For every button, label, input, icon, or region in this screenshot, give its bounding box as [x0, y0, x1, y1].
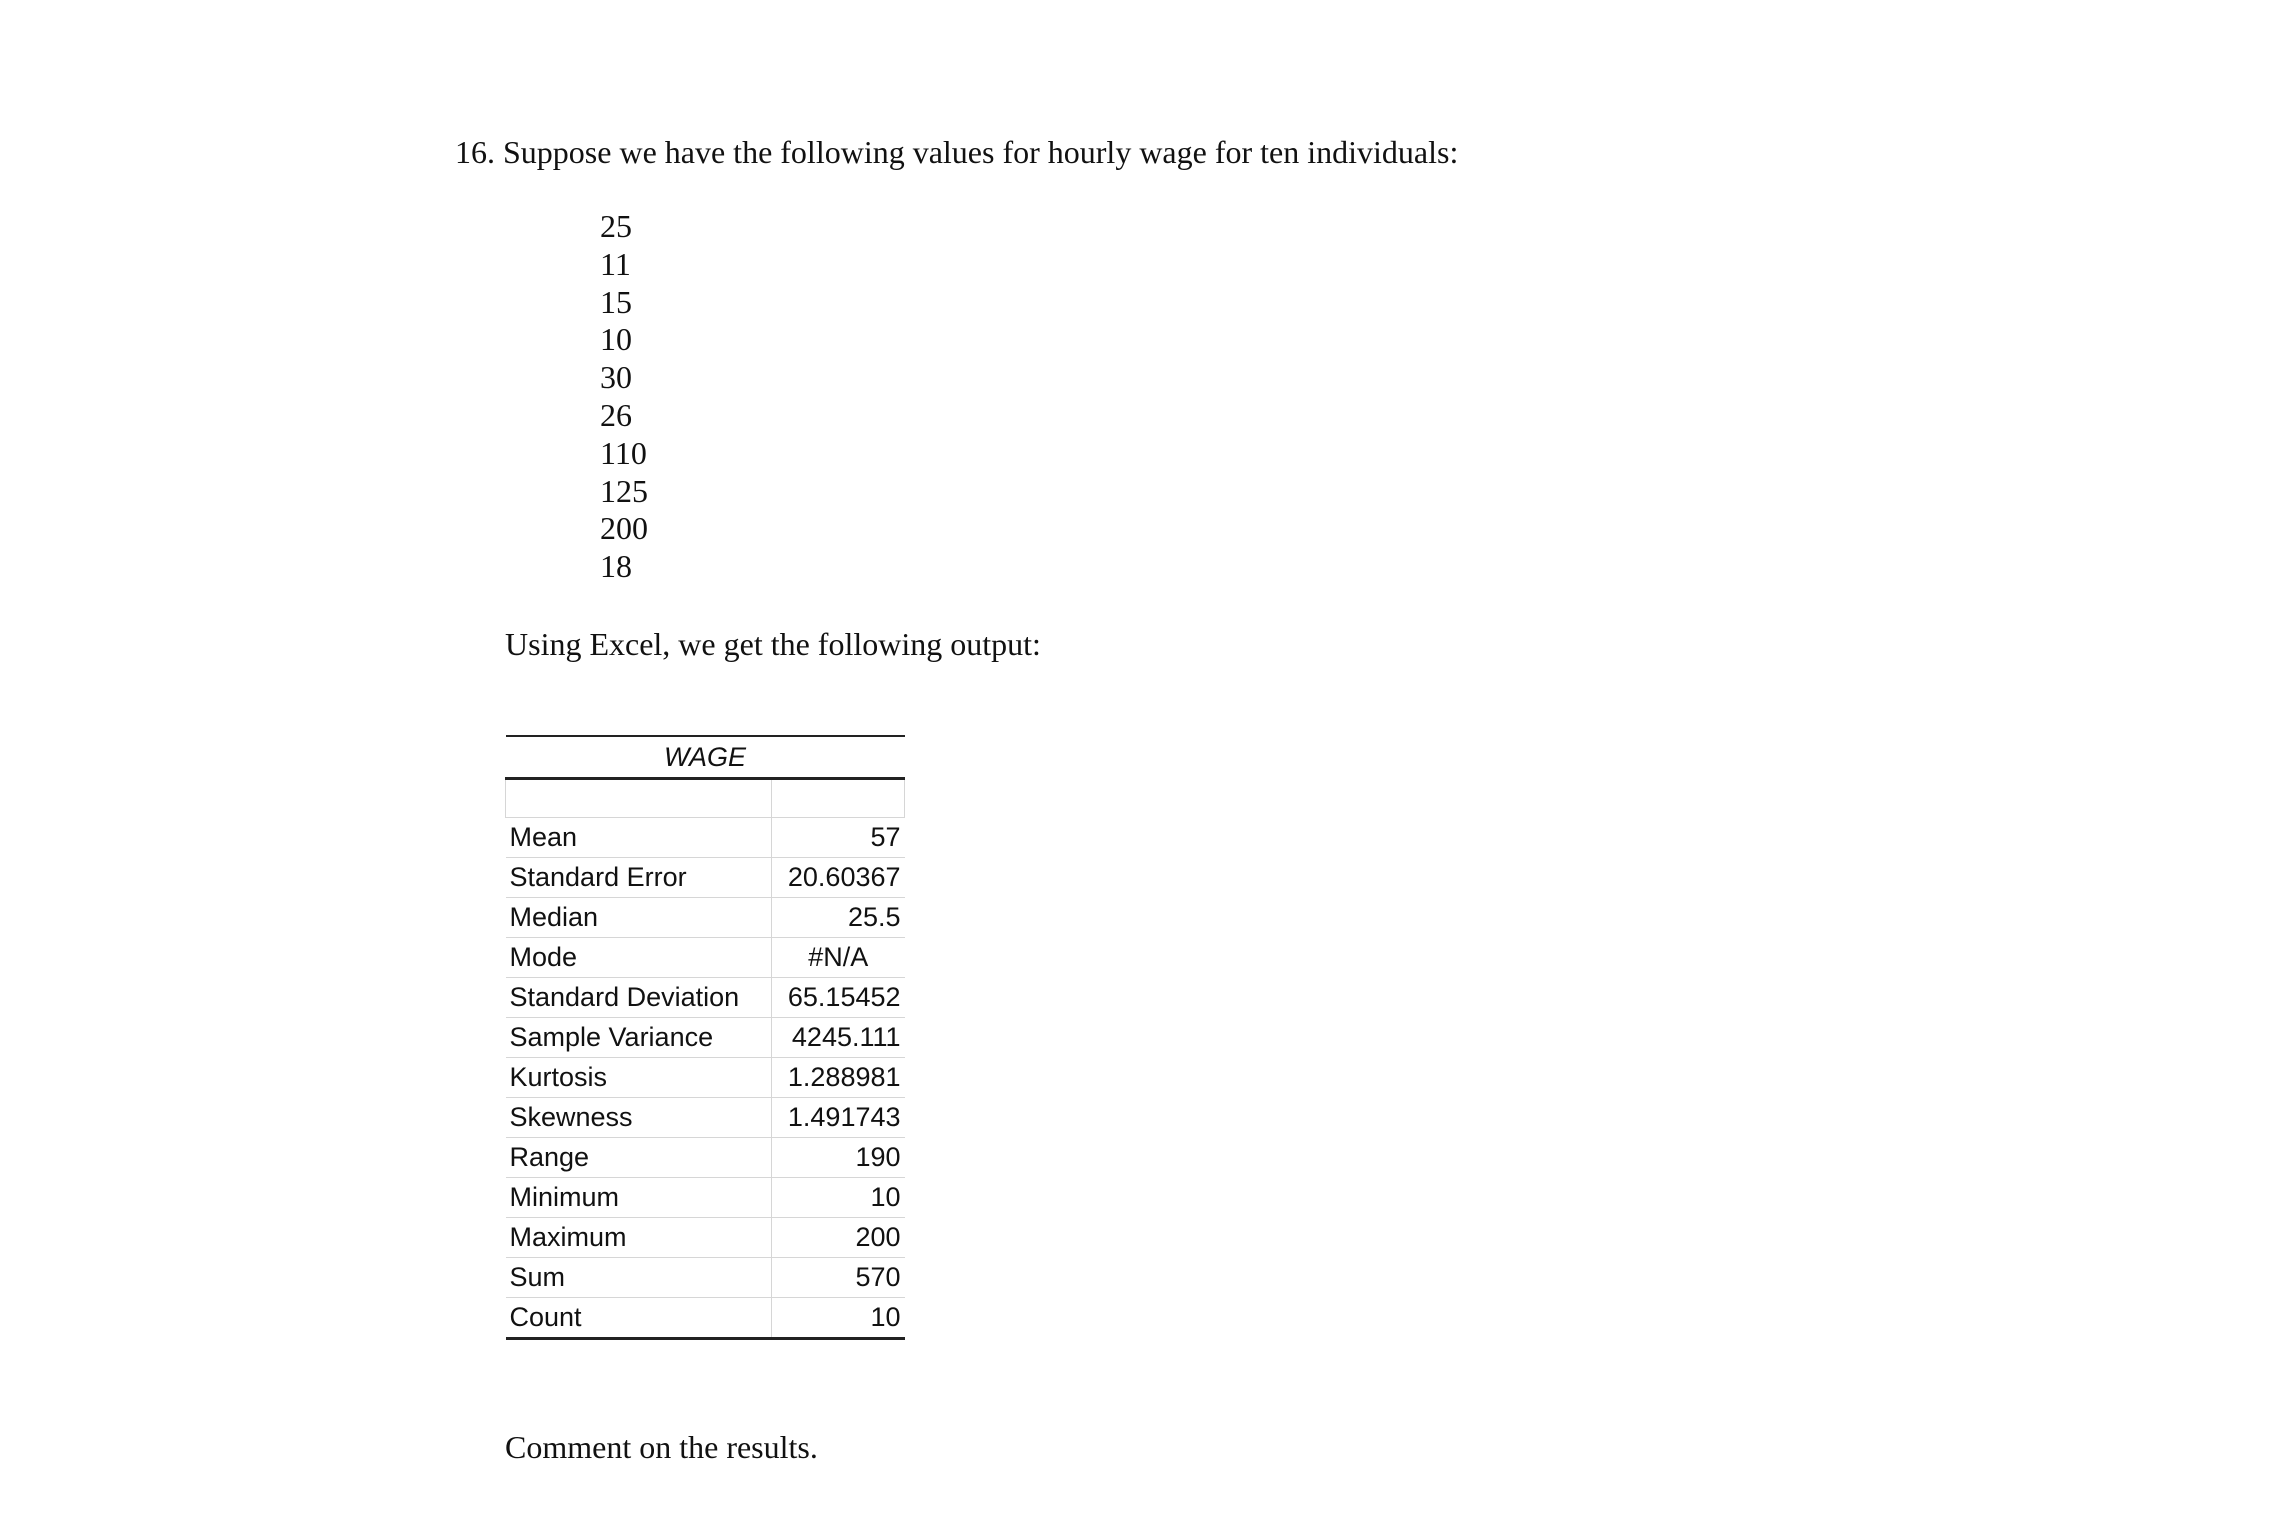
table-row — [506, 818, 905, 858]
question-text: 16. Suppose we have the following values for hourly wage for ten individuals: — [455, 134, 1459, 170]
closing-prompt: Comment on the results. — [505, 1429, 818, 1465]
stat-value: 10 — [772, 1298, 905, 1339]
wage-value: 26 — [600, 396, 632, 433]
table-header-wage: WAGE — [506, 736, 905, 779]
wage-value: 10 — [600, 321, 632, 358]
table-row — [506, 1258, 905, 1298]
stat-label: Sample Variance — [506, 1018, 772, 1058]
table-row — [506, 978, 905, 1018]
stat-label: Range — [506, 1138, 772, 1178]
table-row — [506, 1178, 905, 1218]
stat-value: 200 — [772, 1218, 905, 1258]
table-row — [506, 1018, 905, 1058]
excel-intro-text: Using Excel, we get the following output: — [505, 626, 1041, 662]
wage-value-list — [600, 208, 648, 586]
wage-value: 25 — [600, 208, 632, 244]
table-row — [506, 858, 905, 898]
stat-value: 1.288981 — [772, 1058, 905, 1098]
wage-value: 18 — [600, 548, 632, 585]
wage-value: 30 — [600, 359, 632, 396]
stat-value: 190 — [772, 1138, 905, 1178]
stat-value: 570 — [772, 1258, 905, 1298]
stat-value: #N/A — [772, 938, 905, 978]
stat-value: 57 — [772, 818, 905, 858]
stat-label: Standard Deviation — [506, 978, 772, 1018]
stat-label: Mode — [506, 938, 772, 978]
stat-value: 65.15452 — [772, 978, 905, 1018]
descriptive-statistics-table — [505, 735, 905, 1340]
stat-label: Median — [506, 898, 772, 938]
stat-label: Maximum — [506, 1218, 772, 1258]
table-row — [506, 1218, 905, 1258]
table-row — [506, 1098, 905, 1138]
stat-value: 25.5 — [772, 898, 905, 938]
wage-value: 11 — [600, 245, 631, 282]
table-row — [506, 1298, 905, 1339]
table-blank-row — [506, 779, 905, 818]
stat-value: 4245.111 — [772, 1018, 905, 1058]
wage-value: 200 — [600, 510, 648, 547]
stat-label: Minimum — [506, 1178, 772, 1218]
stat-label: Sum — [506, 1258, 772, 1298]
stat-label: Skewness — [506, 1098, 772, 1138]
table-row — [506, 938, 905, 978]
stat-value: 10 — [772, 1178, 905, 1218]
stat-label: Mean — [506, 818, 772, 858]
stat-label: Standard Error — [506, 858, 772, 898]
table-row — [506, 1138, 905, 1178]
wage-value: 125 — [600, 472, 648, 509]
wage-value: 110 — [600, 434, 647, 471]
stat-value: 1.491743 — [772, 1098, 905, 1138]
stat-label: Count — [506, 1298, 772, 1339]
stat-label: Kurtosis — [506, 1058, 772, 1098]
wage-value: 15 — [600, 283, 632, 320]
stat-value: 20.60367 — [772, 858, 905, 898]
table-row — [506, 898, 905, 938]
table-row — [506, 1058, 905, 1098]
